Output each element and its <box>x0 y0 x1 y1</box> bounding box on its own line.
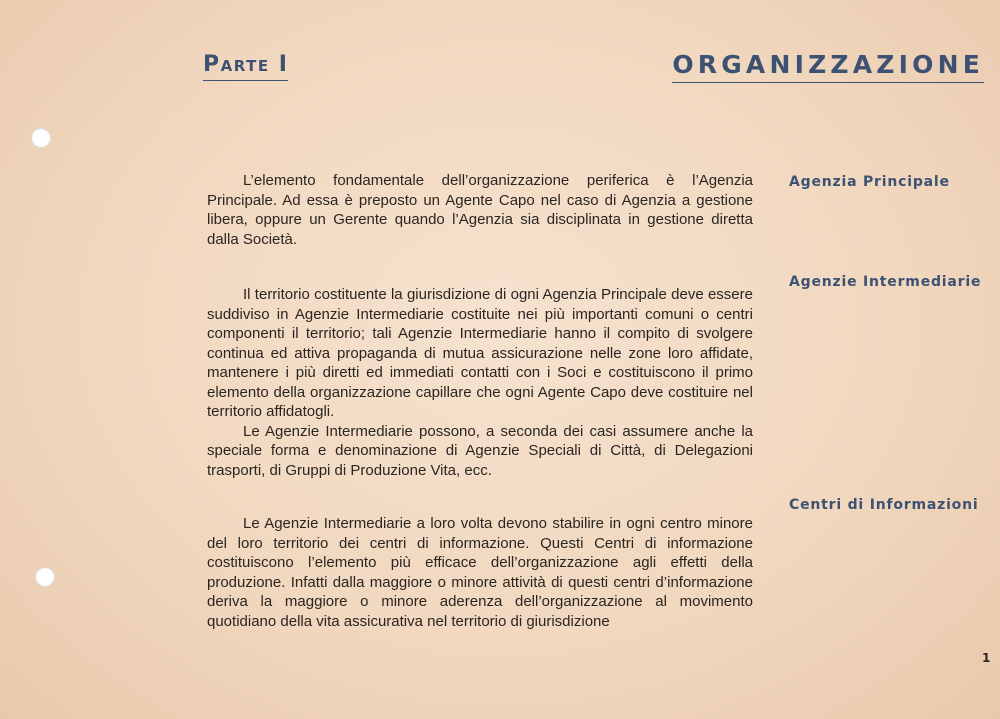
page-number: 1 <box>982 651 991 665</box>
section-agenzia-principale <box>207 171 753 249</box>
paragraph: L’elemento fondamentale dell’organizzazione periferica è l’Agenzia Principale. Ad essa è preposto un Agente Capo nel caso di Agenzia a gestione libera, oppure un Gerente quando l’Agenzia sia disciplinata in gestione diretta dalla Società. <box>207 172 753 248</box>
page-title: ORGANIZZAZIONE <box>672 50 984 83</box>
margin-label-agenzie-intermediarie: Agenzie Intermediarie <box>789 274 982 290</box>
part-heading: Parte I <box>203 52 288 81</box>
section-centri-di-informazioni <box>207 514 753 631</box>
binder-hole-top <box>31 128 51 148</box>
margin-label-centri-di-informazioni: Centri di Informazioni <box>789 497 979 513</box>
margin-label-agenzia-principale: Agenzia Principale <box>789 174 950 190</box>
binder-hole-bottom <box>35 567 55 587</box>
paragraph: Il territorio costituente la giurisdizione di ogni Agenzia Principale deve essere suddiviso in Agenzie Intermediarie costituite nei più importanti comuni o centri componenti il territorio; tali Agenzie Intermediarie hanno il compito di svolgere continua ed attiva propaganda di mutua assicurazione nelle zone loro affidate, mantenere i più diretti ed immediati contatti con i Soci e costituiscono il primo elemento della organizzazione capillare che ogni Agente Capo deve costituire nel territorio affidatogli. <box>207 286 753 420</box>
section-agenzie-intermediarie <box>207 285 753 480</box>
paragraph: Le Agenzie Intermediarie possono, a seconda dei casi assumere anche la speciale forma e denominazione di Agenzie Speciali di Città, di Delegazioni trasporti, di Gruppi di Produzione Vita, ecc. <box>207 422 753 479</box>
paragraph: Le Agenzie Intermediarie a loro volta devono stabilire in ogni centro minore del loro territorio dei centri di informazione. Questi Centri di informazione costituiscono l’elemento più efficace dell’organizzazione agli effetti della produzione. Infatti dalla maggiore o minore attività di questi centri d’informazione deriva la maggiore o minore aderenza dell’organizzazione al movimento quotidiano della vita assicurativa nel territorio di giurisdizione <box>207 515 753 630</box>
